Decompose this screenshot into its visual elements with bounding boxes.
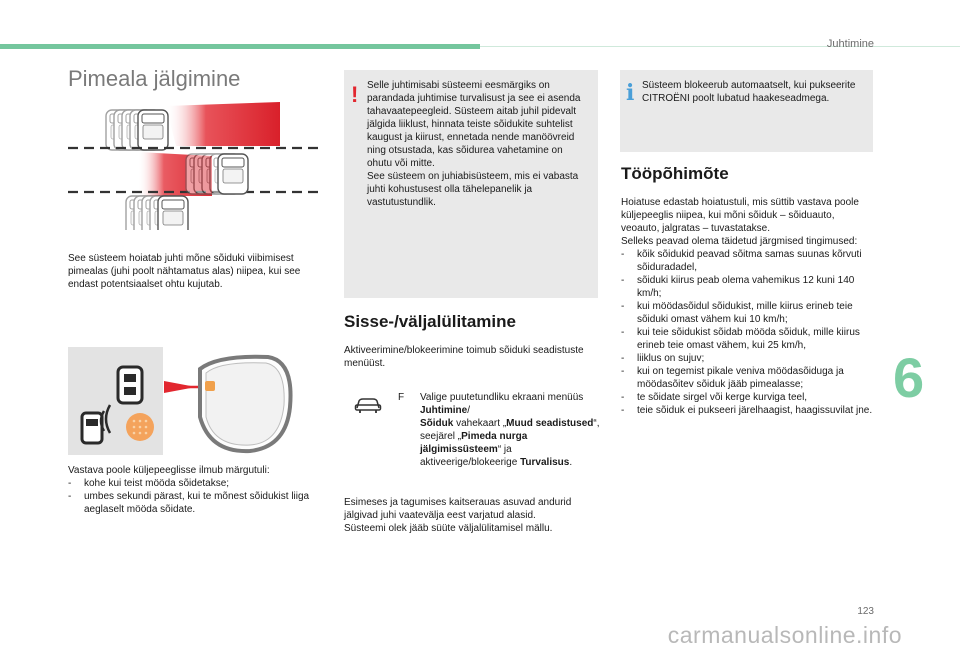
principle-content <box>621 196 875 417</box>
note-text-2: Süsteemi olek jääb süüte väljalülitamisel mällu. <box>344 523 553 534</box>
mirror-warning-light <box>205 381 215 391</box>
list-item: - kohe kui teist mööda sõidetakse; <box>68 477 320 490</box>
car-own-vehicle <box>218 154 248 194</box>
step-text: Valige puutetundliku ekraani menüüs <box>420 392 584 403</box>
menu-name: Juhtimine <box>420 405 468 416</box>
conditions-intro: Selleks peavad olema täidetud järgmised tingimused: <box>621 236 858 247</box>
list-item: - liiklus on sujuv; <box>621 352 875 365</box>
section-name: Juhtimine <box>826 38 874 50</box>
toggle-intro: Aktiveerimine/blokeerimine toimub sõiduki seadistuste menüüst. <box>344 345 584 369</box>
intro-paragraph <box>68 252 310 291</box>
list-item: - kui teie sõidukist sõidab mööda sõiduk, mille kiirus erineb teie omast vähem, kui 25 km/h, <box>621 326 875 352</box>
warning-icon: ! <box>351 82 359 107</box>
mirror-indicator-diagram <box>68 347 340 455</box>
intro-text: See süsteem hoiatab juhti mõne sõiduki viibimisest pimealas (juhi poolt nähtamatus alas) niipea, kui see endast potentsiaalset ohtu kujutab. <box>68 253 301 290</box>
car-lower-lane <box>158 196 188 230</box>
page-title: Pimeala jälgimine <box>68 66 241 91</box>
warning-content <box>367 79 589 209</box>
settings-name: Muud seadistused <box>506 418 594 429</box>
info-text: Süsteem blokeerub automaatselt, kui pukseerite CITROËNI poolt lubatud haakeseadmega. <box>642 80 856 104</box>
blind-spot-diagram <box>66 100 328 230</box>
step-text: vahekaart „ <box>453 418 507 429</box>
warning-text: Selle juhtimisabi süsteemi eesmärgiks on parandada juhtimise turvalisust ja see ei asenda tahavaatepeegleid. Süsteem aitab juhil pidevalt jälgida liiklust, hinnata teiste sõidukite suhtelist kaugust ja kiirust, ennetada nende manöövreid ning otsustada, kas sõidurea vahetamine on ohutu või mitte. <box>367 80 581 169</box>
chapter-number: 6 <box>893 346 925 409</box>
feature-name: Pimeda nurga jälgimissüsteem <box>420 431 528 455</box>
car-upper-lane <box>138 110 168 150</box>
step-text: “ ja aktiveerige/blokeerige <box>420 444 521 468</box>
watermark: carmanualsonline.info <box>667 622 902 648</box>
note-text: Esimeses ja tagumises kaitserauas asuvad andurid jälgivad juhi vaatevälja eest varjatud alasid. <box>344 497 572 521</box>
list-item: - sõiduki kiirus peab olema vahemikus 12 kuni 140 km/h; <box>621 274 875 300</box>
page-number: 123 <box>857 606 874 617</box>
step-text: “, seejärel „ <box>420 418 600 442</box>
conditions-list <box>621 248 875 417</box>
signal-description <box>68 464 320 516</box>
blind-zone-upper <box>166 102 280 146</box>
safety-name: Turvalisus <box>520 457 570 468</box>
warning-text-2: See süsteem on juhiabisüsteem, mis ei vabasta juhti kohustusest olla tähelepanelik ja vastutustundlik. <box>367 171 579 208</box>
warning-box <box>344 70 598 298</box>
step-instruction <box>420 391 600 469</box>
info-icon: i <box>626 80 635 106</box>
info-box <box>620 70 873 152</box>
list-item: - kõik sõidukid peavad sõitma samas suunas kõrvuti sõiduradadel, <box>621 248 875 274</box>
step-sep: / <box>467 405 471 416</box>
principle-heading: Tööpõhimõte <box>621 164 729 183</box>
toggle-heading: Sisse-/väljalülitamine <box>344 312 516 331</box>
step-bullet: F <box>398 392 405 403</box>
step-end: . <box>569 457 573 468</box>
car-settings-icon <box>354 396 382 414</box>
principle-intro: Hoiatuse edastab hoiatustuli, mis süttib vastava poole küljepeeglis niipea, kui mõni sõiduk – sõiduauto, veoauto, jalgratas – tuvastatakse. <box>621 197 859 234</box>
list-item: - teie sõiduk ei pukseeri järelhaagist, haagissuvilat jne. <box>621 404 875 417</box>
list-item: - kui on tegemist pikale veniva möödasõiduga ja möödasõitev sõiduk jääb pimealasse; <box>621 365 875 391</box>
list-item: - umbes sekundi pärast, kui te mõnest sõidukist liiga aeglaselt mööda sõidate. <box>68 490 320 516</box>
signal-list <box>68 477 320 516</box>
header-rule <box>480 46 960 47</box>
header-accent-bar <box>0 44 480 49</box>
tab-name: Sõiduk <box>420 418 454 429</box>
list-item: - kui möödasõidul sõidukist, mille kiirus erineb teie sõiduki omast vähem kui 10 km/h; <box>621 300 875 326</box>
signal-intro: Vastava poole küljepeeglisse ilmub märgutuli: <box>68 465 270 476</box>
list-item: - te sõidate sirgel või kerge kurviga teel, <box>621 391 875 404</box>
toggle-notes <box>344 496 600 535</box>
